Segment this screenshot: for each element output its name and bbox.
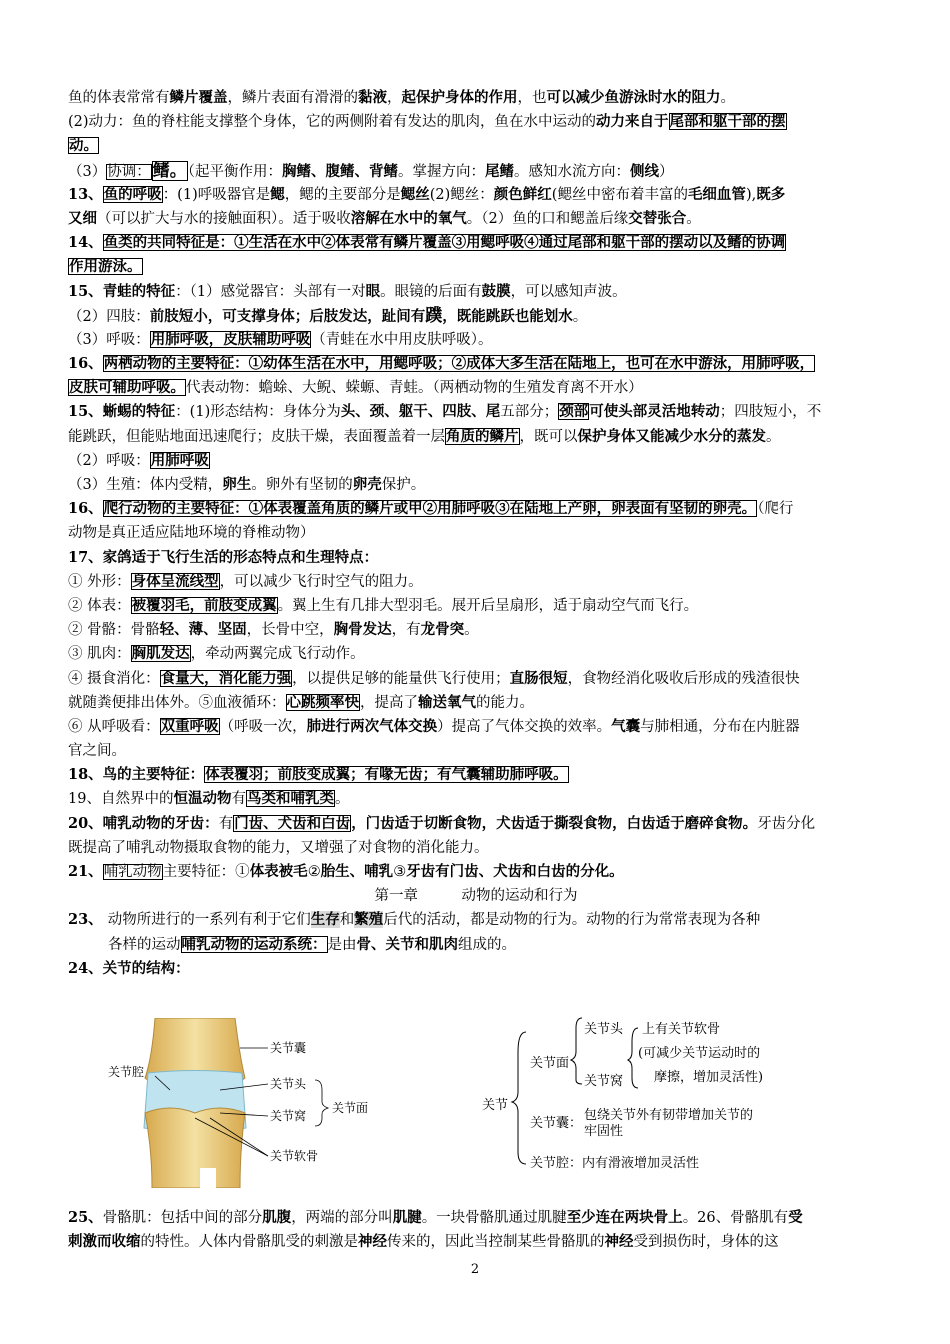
text-run: 15、 [68,282,103,300]
text-line [68,763,884,787]
text-line [68,425,884,449]
text-run: ，门齿适于切断食物，犬齿适于撕裂食物，白齿适于磨碎食物。 [351,814,758,832]
tree-root: 关节 [482,1098,509,1113]
text-run: 体表： [87,597,131,614]
text-line [68,812,884,836]
text-run: 鳞片覆盖 [169,89,228,106]
text-run: 神经 [358,1233,387,1251]
text-run: 生存 [310,911,340,929]
text-run: （呼吸一次， [219,718,307,735]
text-run: 轻、薄、坚固 [159,621,247,639]
text-run: 19、 [68,791,101,808]
tree-surface: 关节面 [530,1056,570,1071]
text-line [68,933,884,957]
text-line [68,521,884,545]
text-run: ③ [393,864,407,880]
text-run: ）提高了气体交换的效率。 [437,718,612,735]
text-run: 卵壳 [352,476,382,493]
text-run: （起平衡作用： [187,163,282,180]
text-run: 生殖：体内受精， [106,477,223,493]
text-run: 。（2）鱼的口和鳃盖后缘 [466,210,629,227]
text-run: （爬行 [757,501,794,518]
text-run: ② 骨骼： [68,622,131,639]
text-run: 能跳跃，但能贴地面迅速爬行；皮肤干燥，表面覆盖着一层 [68,428,445,445]
text-run: 17、家鸽适于飞行生活的形态特点和生理特点： [68,548,379,566]
text-run: 可使头部灵活地转动 [589,403,720,421]
text-run: 就随粪便排出体外。 [68,694,199,711]
text-run: 黏液 [358,89,387,106]
text-run: 。卵外有坚韧的 [251,477,353,493]
text-run: ① 外形： [68,573,131,590]
text-run: ：（1）感觉器官：头部有一对 [175,283,366,300]
text-run: 输送氧气 [418,693,476,711]
tree-capsule-note1: 包绕关节外有韧带增加关节的 [584,1108,754,1123]
text-line [68,280,884,304]
text-run: 骨骼肌：包括中间的部分 [102,1210,263,1226]
text-run: 至少连在两块骨上 [566,1209,683,1226]
text-run: ② [68,597,88,614]
text-run: 恒温动物 [173,790,232,808]
page-body [68,86,884,981]
text-run: 身体呈流线型 [131,572,219,590]
text-run: 胸肌发达 [131,645,190,663]
text-line [68,231,884,255]
text-run: 。翼上生有几排大型羽毛。展开后呈扇形，适于扇动空气而飞行。 [277,597,699,614]
text-run: 受 [788,1209,803,1226]
text-run: 刺激而收缩 [68,1233,141,1251]
text-run: 受到损伤时，身体的这 [633,1234,779,1251]
label-socket: 关节窝 [270,1109,307,1123]
text-run: 骨、关节和肌肉 [356,935,458,953]
text-line [68,110,884,134]
bone-stub [200,1168,216,1188]
text-run: 前肢短小，可支撑身体；后肢发达，趾间有 [149,307,426,325]
text-run: （青蛙在水中用皮肤呼吸）。 [311,331,493,348]
text-run: 传来的，因此当控制某些骨骼肌的 [387,1234,605,1251]
label-capsule: 关节囊 [270,1041,307,1055]
text-run: 颈部 [559,403,589,421]
text-run: 。 [334,791,350,808]
text-line [68,376,884,400]
text-run: （3）呼吸： [68,331,150,348]
text-line [68,328,884,352]
text-run: 青蛙的特征 [102,282,176,300]
text-run: 溶解在水中的氧气 [350,209,467,227]
text-run: 保护。 [381,477,426,493]
text-run: 鼓膜 [481,282,511,300]
label-cartilage: 关节软骨 [270,1149,319,1163]
text-line [68,570,884,594]
text-run: 又细 [68,209,97,227]
text-run: 牙齿有门齿、犬齿和白齿的分化。 [406,863,624,880]
text-run: 食量大，消化能力强 [160,669,292,687]
text-run: ，既能跳跃也能划水 [442,307,573,325]
text-run: ，可以感知声波。 [510,283,627,300]
text-run: ，也 [517,90,547,106]
text-run: 肺进行两次气体交换 [306,717,438,735]
text-run: ，以提供足够的能量供飞行使用； [292,670,510,687]
text-run: 。感知水流方向： [513,163,630,180]
text-run: 胸骨发达 [333,621,392,639]
page-number: 2 [470,1262,480,1277]
text-line [68,884,884,908]
text-run: 体表被毛 [249,863,308,880]
text-run: 胸鳍、腹鳍、背鳍 [281,162,398,180]
text-run: ，可以减少飞行时空气的阻力。 [219,573,423,590]
text-run: 21、 [68,863,103,880]
text-run: 毛细血管 [687,185,746,203]
text-run: 20、哺乳动物的牙齿： [68,814,219,832]
text-run: ，有 [391,622,421,639]
text-line [68,207,884,231]
label-surface: 关节面 [332,1101,369,1115]
text-run: 主要特征：① [162,864,250,880]
text-line [68,1206,884,1230]
text-run: 各样的运动 [108,936,181,953]
text-line [68,183,884,207]
tree-note1: (可减少关节运动时的 [638,1046,761,1061]
text-run: 骨骼 [130,622,160,639]
text-run: 后代的活动，都是动物的行为。动物的行为常常表现为各种 [383,912,761,929]
text-run: （3） [68,477,107,493]
text-run: 动物是真正适应陆地环境的脊椎动物） [68,525,315,542]
text-run: ⑥ 从呼吸看： [68,718,160,735]
text-line [68,86,884,110]
text-run: 自然界中的 [100,791,174,808]
text-run: 15、 [68,403,103,421]
text-run: 23、 [68,911,108,929]
text-run: 有 [218,815,234,832]
text-run: ，鳃的主要部分是 [284,186,401,203]
text-run: 既提高了哺乳动物摄取食物的能力，又增强了对食物的消化能力。 [68,839,489,856]
tree-socket: 关节窝 [584,1074,624,1089]
text-run: 呼吸： [106,452,150,469]
text-run: 尾部和躯干部的摆 [669,113,786,131]
text-run: 。 [766,428,781,445]
text-run: 哺乳动物的运动系统： [181,935,327,953]
text-run: 头、颈、躯干、四肢、尾 [340,403,501,421]
text-run: 龙骨突 [420,621,465,639]
text-line [68,134,884,158]
text-run: 24、关节的结构： [68,959,190,977]
text-run: 繁殖 [354,911,384,929]
text-run: (2)鳃丝： [429,186,494,203]
text-run: 牙齿分化 [757,815,816,832]
tree-capsule: 关节囊： [530,1116,583,1131]
tree-head: 关节头 [584,1022,624,1037]
text-run: 。 [720,90,735,106]
text-line [68,352,884,376]
lower-bone [145,1108,245,1188]
text-run: ，既可以 [519,428,578,445]
text-run: ，食物经消化吸收后形成的残渣很快 [567,670,800,687]
text-line [68,449,884,473]
text-run: 卵生 [222,476,252,493]
text-run: 。一块骨骼肌通过肌腱 [421,1210,567,1226]
text-run: 协调： [107,163,151,180]
text-run: 肌腹 [262,1209,292,1226]
text-run: 动。 [69,137,98,155]
text-run: 侧线 [629,162,659,180]
text-run: 保护身体又能减少水分的蒸发 [577,427,766,445]
text-run: 作用游泳。 [69,258,142,276]
text-run: 肌腱 [392,1209,422,1226]
text-run: 16、 [68,500,103,518]
text-run: 颜色鲜红 [493,185,552,203]
tree-capsule-note2: 牢固性 [584,1124,624,1139]
text-run: 和 [339,912,355,929]
text-line [68,497,884,521]
text-line [68,787,884,811]
text-run: 眼 [365,282,381,300]
text-run: 动物所进行的一系列有利于它们 [107,912,311,929]
text-line [68,957,884,981]
text-line [68,618,884,642]
text-line [68,546,884,570]
text-run: 起保护身体的作用 [401,89,518,106]
text-run: 。掌握方向： [397,163,485,180]
joint-structure-tree [478,1012,818,1182]
text-run: 与肺相通，分布在内脏器 [640,718,800,735]
text-run: 门齿、犬齿和白齿 [234,814,351,832]
text-run: 鳃丝 [400,185,430,203]
text-run: （3） [68,163,107,180]
text-run: 的特性。人体内骨骼肌受的刺激是 [140,1234,358,1251]
text-run: 13、 [68,185,103,203]
text-run: 有 [231,791,246,808]
text-line [68,400,884,424]
text-run: ，长骨中空， [246,622,334,639]
text-run: 体表覆羽；前肢变成翼；有喙无齿；有气囊辅助肺呼吸。 [205,766,568,784]
text-run: 可以减少鱼游泳时水的阻力 [546,89,721,106]
text-line [68,473,884,497]
text-run: 心跳频率快 [286,693,359,711]
text-run: 。眼镜的后面有 [380,283,482,300]
text-run: ⑤血液循环： [198,694,286,711]
text-run: (鳃丝中密布着丰富的 [551,186,688,203]
text-run: ), [745,186,757,203]
text-run: 直肠很短 [509,669,568,687]
text-line [68,667,884,691]
text-run: 鱼的呼吸 [103,185,162,203]
text-run: 皮肤可辅助呼吸。 [69,379,185,397]
text-line [68,691,884,715]
text-run: 被覆羽毛，前肢变成翼 [131,596,277,614]
text-run: 用肺呼吸，皮肤辅助呼吸 [150,330,311,348]
text-run: 两栖动物的主要特征：①幼体生活在水中，用鳃呼吸；②成体大多生活在陆地上，也可在水中游泳，用肺呼吸， [103,355,815,373]
text-run: 交替张合 [628,209,687,227]
text-run: ④ 摄食消化： [68,670,160,687]
text-run: 动力来自于 [596,113,669,131]
text-run: （2） [68,452,107,469]
text-run: 既多 [756,185,786,203]
text-run: 组成的。 [458,936,516,953]
text-run: ，鳞片表面有滑滑的 [227,90,358,106]
text-line [68,255,884,279]
text-run: 鸟类和哺乳类 [246,790,334,808]
text-run: 。 [686,210,701,227]
tree-cartilage-note: 上有关节软骨 [642,1022,721,1037]
text-line [68,715,884,739]
text-run: 角质的鳞片 [446,427,519,445]
tree-note2: 摩擦，增加灵活性) [654,1070,764,1085]
text-run: 胎生、哺乳 [320,863,394,880]
text-line [68,594,884,618]
text-run: 爬行动物的主要特征：①体表覆盖角质的鳞片或甲②用肺呼吸③在陆地上产卵，卵表面有坚韧的卵壳。 [103,500,757,518]
joint-diagram [100,1018,400,1188]
text-line [68,1230,884,1254]
text-run: ，两端的部分叫 [291,1210,393,1226]
text-run: ；四肢短小，不 [719,404,822,421]
page-body-after [68,1206,884,1254]
text-run: 的能力。 [476,694,534,711]
text-run: ） [658,163,674,180]
text-run: （2）四肢： [68,308,150,325]
text-run: 。26、骨骼肌有 [682,1210,789,1226]
text-run: 蜥蜴的特征 [102,403,176,421]
text-run: 鳃 [270,185,285,203]
text-run: 是由 [327,936,357,953]
text-run: 。 [572,308,588,325]
text-line [68,908,884,932]
text-run: （可以扩大与水的接触面积）。适于吸收 [97,210,351,227]
text-run: 官之间。 [68,743,126,760]
text-line [68,159,884,183]
text-run: 18、鸟的主要特征： [68,766,205,784]
text-run: 25、 [68,1209,103,1226]
text-run: 鳍。 [152,160,187,181]
text-run: 用肺呼吸 [150,451,209,469]
text-run: ③ 肌肉： [68,646,131,663]
text-run: ， [387,90,402,106]
text-line [68,739,884,763]
text-run: 鱼类的共同特征是：①生活在水中②体表常有鳞片覆盖③用鳃呼吸④通过尾部和躯干部的摆动以及鳍的协调 [103,234,786,252]
text-run: 五部分； [500,404,559,421]
label-head: 关节头 [270,1077,307,1091]
text-run: 16、 [68,355,103,373]
text-line [68,304,884,328]
text-run: 尾鳍 [484,162,514,180]
text-line [68,836,884,860]
text-run: 哺乳动物 [103,864,162,880]
text-run: 鱼的体表常常有 [68,90,170,106]
tree-cavity: 关节腔：内有滑液增加灵活性 [530,1156,700,1171]
text-run: (2)动力：鱼的脊柱能支撑整个身体，它的两侧附着有发达的肌肉，鱼在水中运动的 [68,114,597,131]
text-run: 蹼 [425,305,443,326]
text-run: 14、 [68,234,103,252]
text-run: ② [307,864,321,880]
text-line [68,860,884,884]
text-run: ，牵动两翼完成飞行动作。 [190,646,365,663]
label-cavity: 关节腔 [108,1065,145,1079]
text-run: 。 [464,622,479,639]
text-run: ，提高了 [360,694,418,711]
text-run: 双重呼吸 [160,717,219,735]
text-run: ：(1)形态结构：身体分为 [175,404,341,421]
text-run: 气囊 [611,717,641,735]
text-run: 第一章 动物的运动和行为 [374,888,578,905]
text-run: 神经 [604,1233,634,1251]
text-line [68,642,884,666]
text-run: 代表动物：蟾蜍、大鲵、蝾螈、青蛙。（两栖动物的生殖发育离不开水） [186,380,643,397]
text-run: ：(1)呼吸器官是 [162,186,271,203]
